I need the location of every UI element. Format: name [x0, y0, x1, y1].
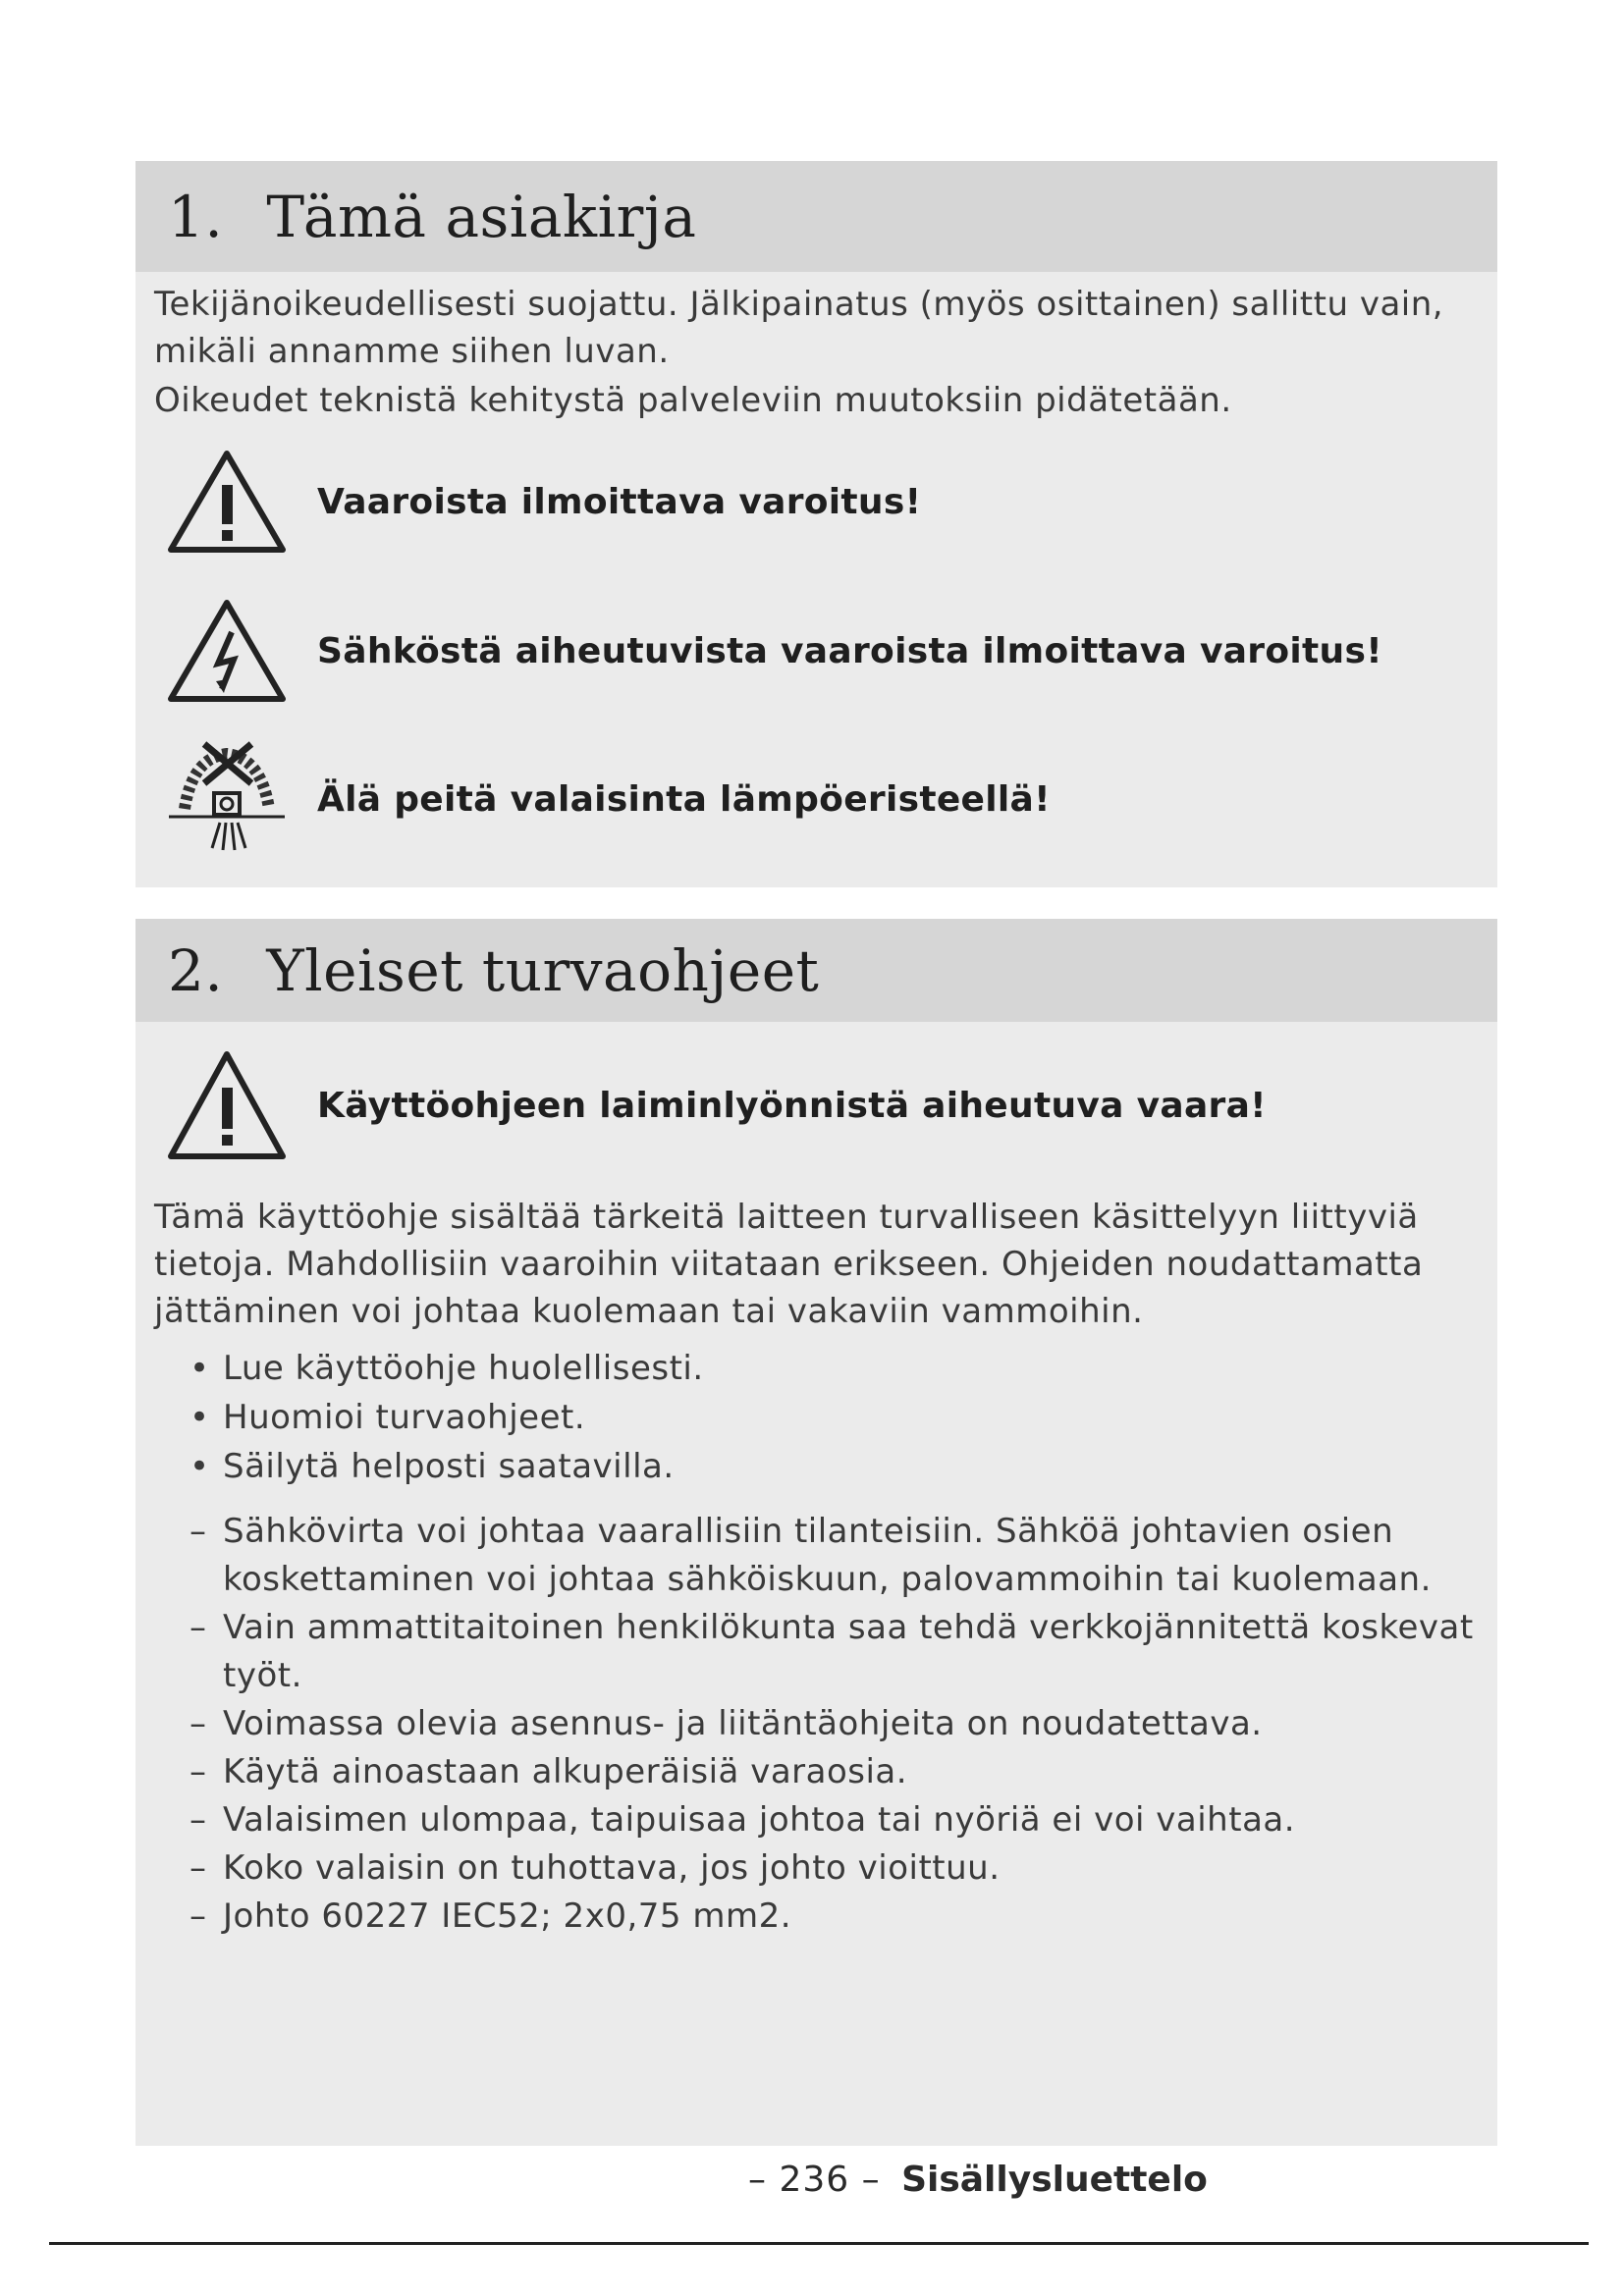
warning-text: Vaaroista ilmoittava varoitus! — [317, 481, 922, 522]
page-number: – 236 – — [748, 2160, 881, 2200]
list-item: – Valaisimen ulompaa, taipuisaa johtoa tai nyöriä ei voi vaihtaa. — [189, 1800, 1296, 1840]
warning-triangle-icon — [135, 448, 317, 556]
section-number: 2. — [168, 936, 224, 1004]
section-header — [135, 161, 1497, 272]
warning-row — [135, 448, 1497, 556]
electric-warning-text: Sähköstä aiheutuvista vaaroista ilmoittava varoitus! — [317, 630, 1382, 671]
safety-paragraph: Tämä käyttöohje sisältää tärkeitä laitteen turvalliseen käsittelyyn liittyviä tietoja. Mahdollisiin vaaroihin viitataan erikseen. Ohjeiden noudattamatta jättäminen voi johtaa kuolemaan tai vakaviin vammoihin. — [154, 1198, 1424, 1331]
section-title — [168, 937, 819, 1004]
footer-title: Sisällysluettelo — [901, 2160, 1208, 2200]
list-item: – Sähkövirta voi johtaa vaarallisiin tilanteisiin. Sähköä johtavien osien koskettaminen voi johtaa sähköiskuun, palovammoihin tai kuolemaan. — [189, 1512, 1432, 1599]
manual-warning-row — [135, 1048, 1497, 1162]
section-number: 1. — [168, 183, 224, 250]
list-item: • Huomioi turvaohjeet. — [189, 1398, 586, 1437]
section-safety-instructions — [135, 919, 1497, 2146]
list-item: – Käytä ainoastaan alkuperäisiä varaosia. — [189, 1752, 908, 1791]
section-document-info — [135, 161, 1497, 887]
section-title-text: Tämä asiakirja — [266, 183, 697, 250]
rights-paragraph: Oikeudet teknistä kehitystä palveleviin muutoksiin pidätetään. — [154, 381, 1232, 420]
list-item: • Säilytä helposti saatavilla. — [189, 1447, 675, 1486]
copyright-paragraph: Tekijänoikeudellisesti suojattu. Jälkipainatus (myös osittainen) sallittu vain, mikäli annamme siihen luvan. — [154, 285, 1444, 371]
warning-triangle-icon — [135, 1048, 317, 1162]
list-item: – Voimassa olevia asennus- ja liitäntäohjeita on noudatettava. — [189, 1704, 1263, 1743]
list-item: • Lue käyttöohje huolellisesti. — [189, 1349, 704, 1388]
insulation-warning-text: Älä peitä valaisinta lämpöeristeellä! — [317, 778, 1051, 820]
no-insulation-cover-icon — [135, 740, 317, 858]
bullet-list — [189, 1344, 1466, 1491]
electric-warning-row — [135, 597, 1497, 705]
footer-divider — [49, 2242, 1589, 2245]
list-item: – Koko valaisin on tuhottava, jos johto vioittuu. — [189, 1848, 1001, 1888]
insulation-warning-row — [135, 740, 1497, 858]
manual-warning-text: Käyttöohjeen laiminlyönnistä aiheutuva vaara! — [317, 1085, 1267, 1126]
list-item: – Johto 60227 IEC52; 2x0,75 mm2. — [189, 1896, 792, 1936]
electric-hazard-icon — [135, 597, 317, 705]
section-header — [135, 919, 1497, 1022]
dash-list — [189, 1508, 1495, 1941]
section-title — [168, 184, 696, 250]
intro-paragraph — [154, 281, 1489, 424]
section-title-text: Yleiset turvaohjeet — [266, 936, 820, 1004]
list-item: – Vain ammattitaitoinen henkilökunta saa tehdä verkkojännitettä koskevat työt. — [189, 1608, 1474, 1695]
